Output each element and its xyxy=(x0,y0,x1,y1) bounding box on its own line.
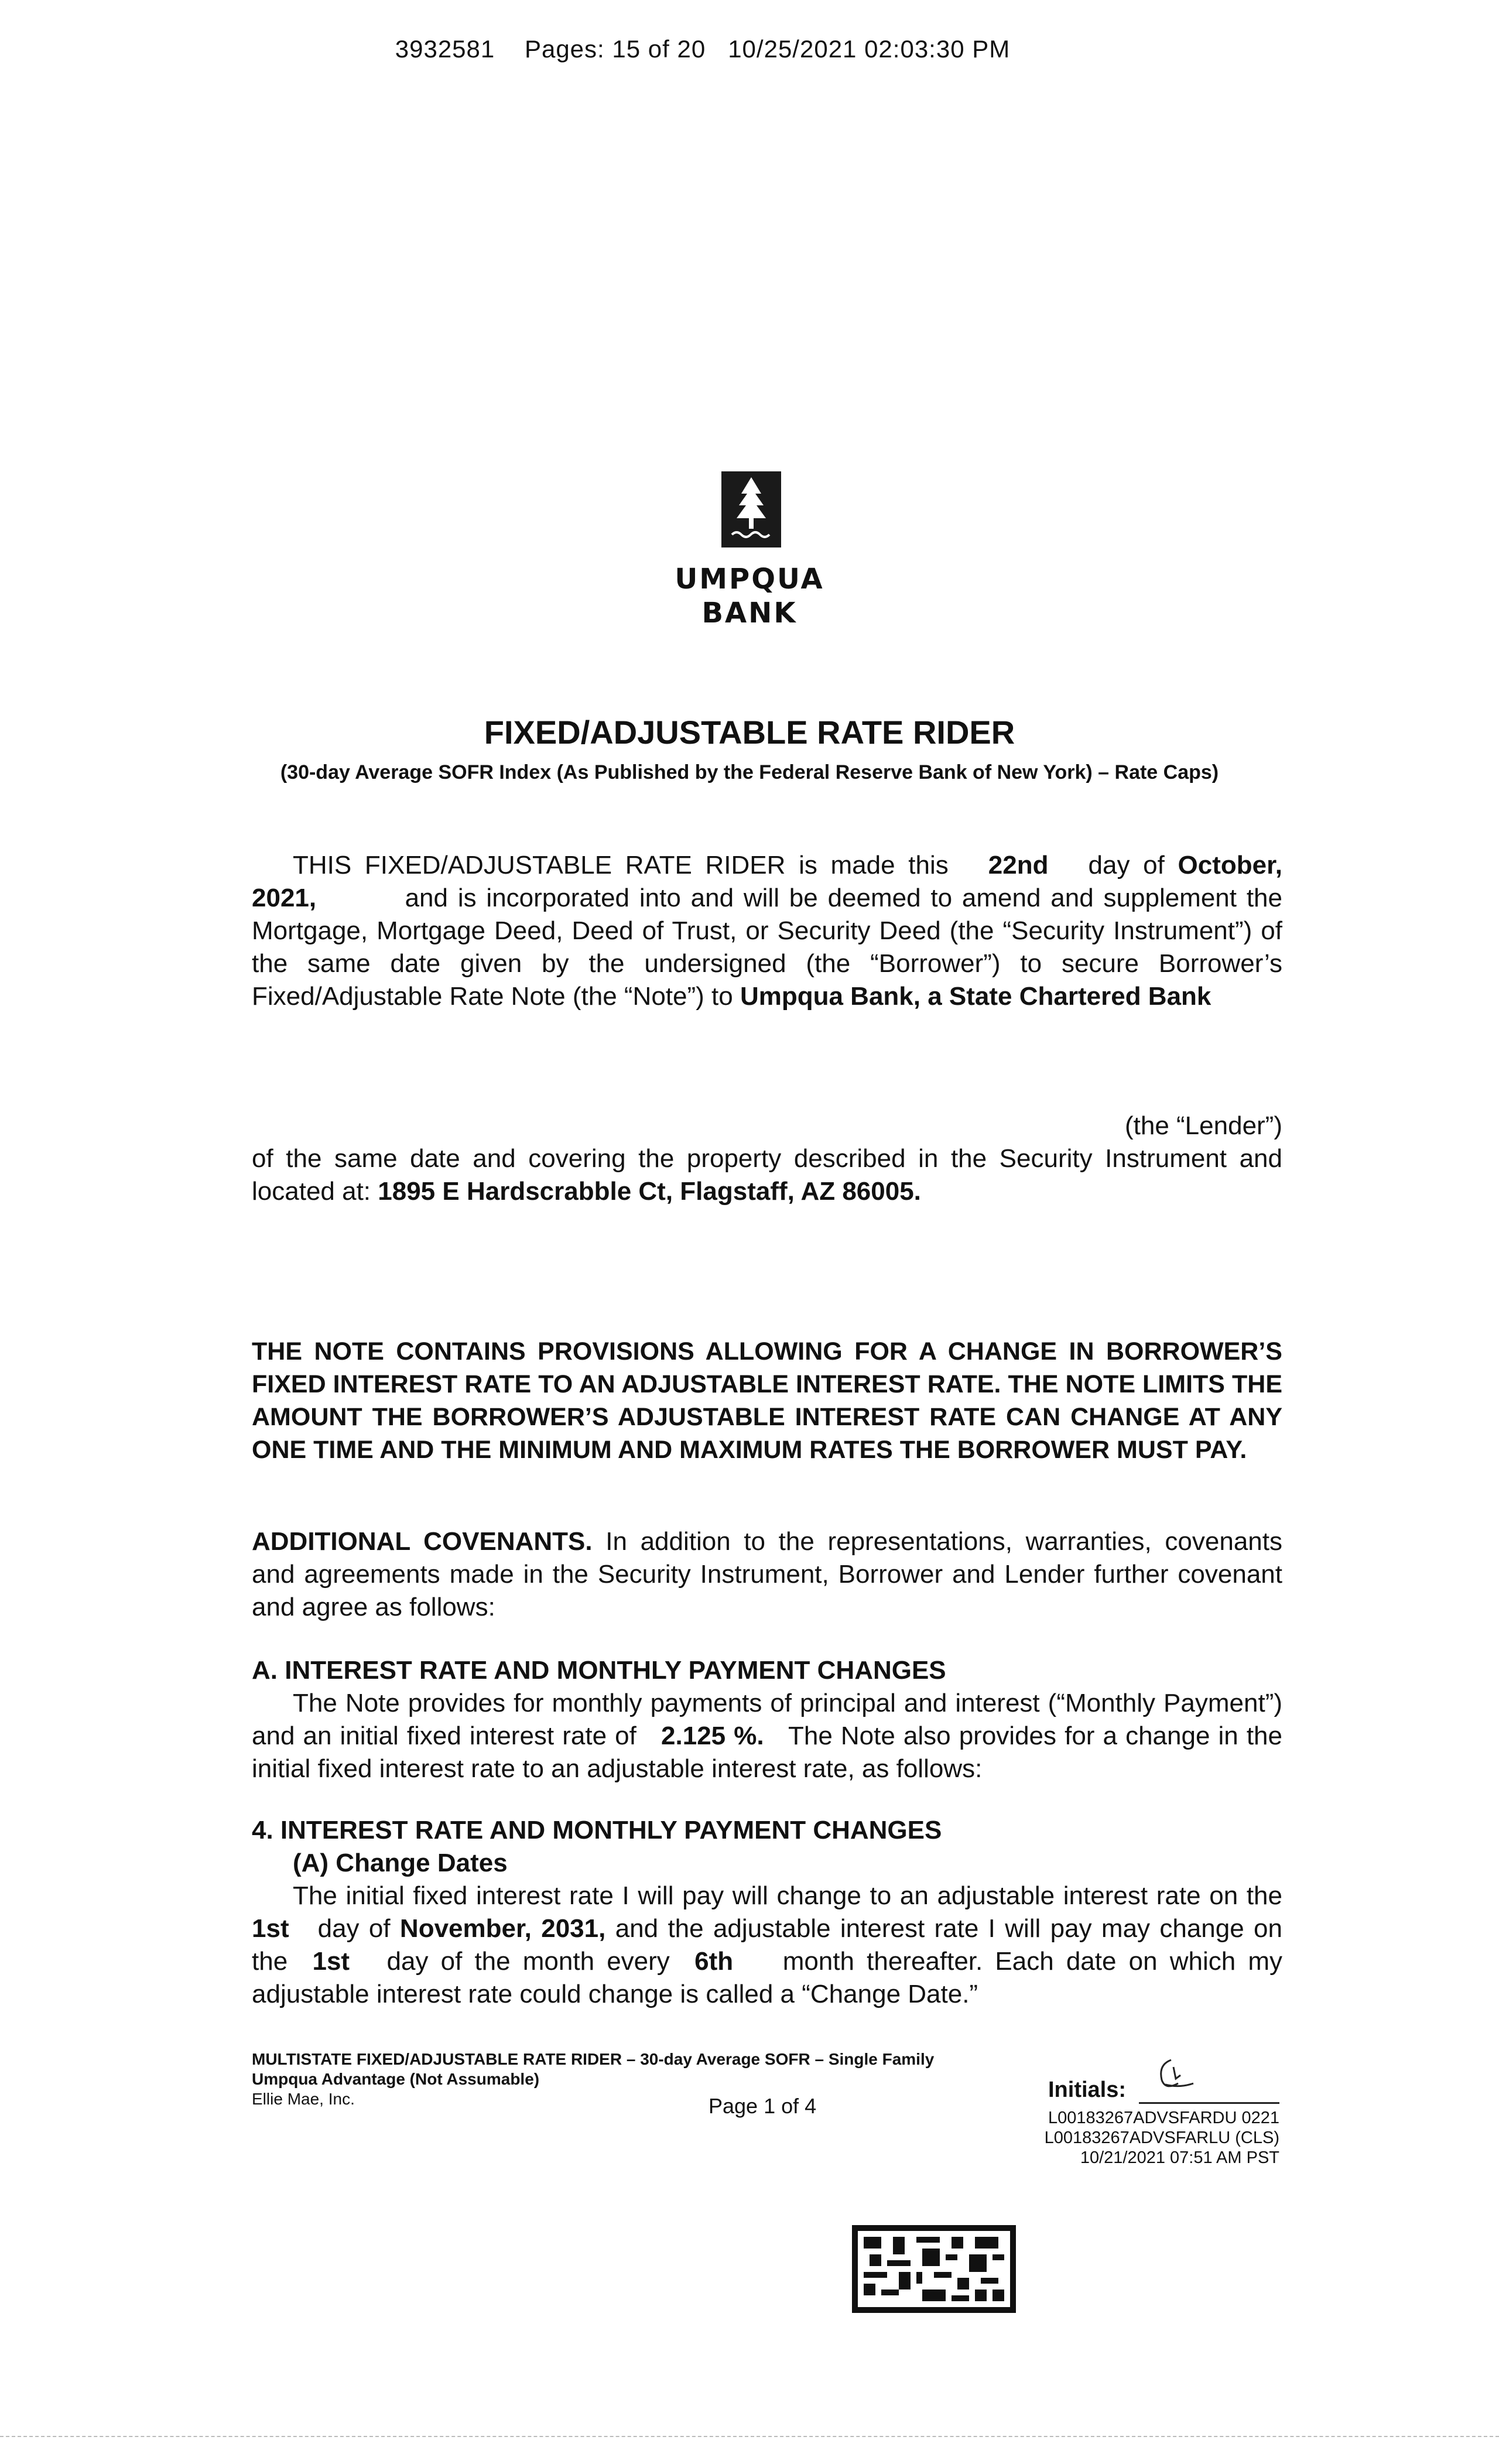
section-a-text-2: The Note also provides for a change in the initial fixed interest rate to an adjustable interest rate, as follows: xyxy=(252,1722,1282,1783)
page-number: Page 1 of 4 xyxy=(709,2094,817,2118)
property-paragraph xyxy=(252,1142,1282,1208)
initial-rate: 2.125 %. xyxy=(661,1722,764,1750)
initials-signature xyxy=(1148,2044,1200,2096)
reference-2: L00183267ADVSFARLU (CLS) xyxy=(1044,2128,1279,2147)
reference-1: L00183267ADVSFARDU 0221 xyxy=(1048,2109,1279,2127)
section-4 xyxy=(252,1814,1282,2011)
header-timestamp: 10/25/2021 02:03:30 PM xyxy=(728,35,1011,63)
section-a-heading: A. INTEREST RATE AND MONTHLY PAYMENT CHANGES xyxy=(252,1656,946,1685)
section-4-text-1: The initial fixed interest rate I will pay will change to an adjustable interest rate on the xyxy=(293,1881,1282,1910)
rider-day: 22nd xyxy=(988,851,1049,879)
section-4-text-3: and the adjustable interest rate I will pay may change on the xyxy=(252,1914,1282,1976)
document-reference xyxy=(995,2108,1279,2168)
intro-text-2: day of xyxy=(1088,851,1165,879)
change-day-1: 1st xyxy=(252,1914,289,1943)
additional-covenants xyxy=(252,1525,1282,1624)
section-4-heading: 4. INTEREST RATE AND MONTHLY PAYMENT CHANGES xyxy=(252,1816,942,1844)
document-title: FIXED/ADJUSTABLE RATE RIDER xyxy=(484,714,1015,751)
section-a xyxy=(252,1654,1282,1785)
initials-label: Initials: xyxy=(1048,2078,1127,2102)
covenants-heading: ADDITIONAL COVENANTS. xyxy=(252,1527,593,1556)
form-vendor: Ellie Mae, Inc. xyxy=(252,2090,355,2108)
covenants-text: In addition to the representations, warranties, covenants and agreements made in the Security Instrument, Borrower and Lender further covenant and agree as follows: xyxy=(252,1527,1282,1621)
logo-line-2: BANK xyxy=(701,597,798,629)
initials-line xyxy=(1139,2102,1279,2104)
document-header xyxy=(0,35,1405,63)
logo-line-1: UMPQUA xyxy=(675,563,824,596)
property-text: of the same date and covering the property described in the Security Instrument and located at: xyxy=(252,1144,1282,1206)
section-4-text-4: day of the month every xyxy=(386,1947,670,1976)
change-dates-heading: (A) Change Dates xyxy=(293,1849,508,1877)
reference-3: 10/21/2021 07:51 AM PST xyxy=(1080,2148,1279,2167)
lender-label: (the “Lender”) xyxy=(1124,1111,1282,1140)
form-footer xyxy=(252,2049,934,2109)
intro-paragraph xyxy=(252,849,1282,1013)
section-4-text-5: month thereafter. Each date on which my adjustable interest rate could change is called a “Change Date.” xyxy=(252,1947,1282,2008)
change-month: 6th xyxy=(694,1947,734,1976)
doc-number: 3932581 xyxy=(395,35,495,63)
rider-date: October, 2021, xyxy=(252,851,1282,912)
form-variant: Umpqua Advantage (Not Assumable) xyxy=(252,2070,540,2088)
section-a-text-1: The Note provides for monthly payments of principal and interest (“Monthly Payment”) and an initial fixed interest rate of xyxy=(252,1689,1282,1750)
intro-text-3: and is incorporated into and will be deemed to amend and supplement the Mortgage, Mortgage Deed, Deed of Trust, or Security Deed (the “Security Instrument”) of the same date given by the undersigned (the “Borrower”) to secure Borrower’s Fixed/Adjustable Rate Note (the “Note”) to xyxy=(252,884,1282,1011)
tree-icon xyxy=(721,471,781,547)
barcode-icon xyxy=(852,2225,1016,2313)
lender-name: Umpqua Bank, a State Chartered Bank xyxy=(740,982,1211,1011)
first-change-date: November, 2031, xyxy=(399,1914,606,1943)
change-day-2: 1st xyxy=(312,1947,350,1976)
form-title: MULTISTATE FIXED/ADJUSTABLE RATE RIDER – 30-day Average SOFR – Single Family xyxy=(252,2050,935,2068)
intro-text-1: THIS FIXED/ADJUSTABLE RATE RIDER is made this xyxy=(293,851,949,879)
rate-change-notice: THE NOTE CONTAINS PROVISIONS ALLOWING FOR A CHANGE IN BORROWER’S FIXED INTEREST RATE TO AN ADJUSTABLE INTEREST RATE. THE NOTE LIMITS THE AMOUNT THE BORROWER’S ADJUSTABLE INTEREST RATE CAN CHANGE AT ANY ONE TIME AND THE MINIMUM AND MAXIMUM RATES THE BORROWER MUST PAY. xyxy=(252,1337,1282,1464)
bank-logo-text xyxy=(632,562,867,630)
property-address: 1895 E Hardscrabble Ct, Flagstaff, AZ 86005. xyxy=(378,1177,921,1206)
page-edge-divider xyxy=(0,2436,1499,2437)
document-subtitle: (30-day Average SOFR Index (As Published by the Federal Reserve Bank of New York) – Rate Caps) xyxy=(280,761,1219,783)
page-count: Pages: 15 of 20 xyxy=(524,35,706,63)
section-4-text-2: day of xyxy=(317,1914,391,1943)
